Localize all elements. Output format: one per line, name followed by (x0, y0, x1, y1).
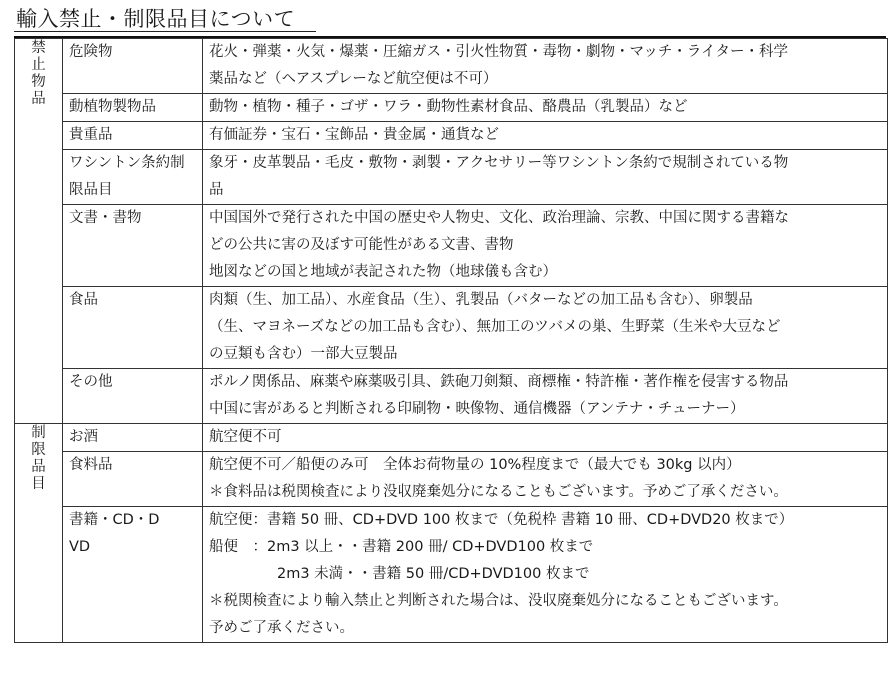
description-line: 船便 ：2m3 以上・・書籍 200 冊/ CD+DVD100 枚まで (209, 539, 594, 555)
table-row (15, 424, 888, 452)
description-cell (203, 287, 888, 369)
description-cell (203, 150, 888, 205)
description-cell (203, 122, 888, 150)
section-heading-text: 禁止物品 (31, 40, 46, 107)
description-line: 品 (209, 182, 224, 198)
table-row (15, 507, 888, 643)
category-cell: 食料品 (63, 452, 203, 507)
table-row (15, 150, 888, 205)
description-line: 象牙・皮革製品・毛皮・敷物・剥製・アクセサリー等ワシントン条約で規制されている物 (209, 155, 789, 171)
table-row (15, 287, 888, 369)
description-line: 航空便不可／船便のみ可 全体お荷物量の 10%程度まで（最大でも 30kg 以内） (209, 457, 741, 473)
description-cell (203, 507, 888, 643)
table-row (15, 94, 888, 122)
category-cell: 動植物製物品 (63, 94, 203, 122)
category-cell (63, 150, 203, 205)
table-row (15, 39, 888, 94)
description-line: どの公共に害の及ぼす可能性がある文書、書物 (209, 237, 514, 253)
title-bar (0, 0, 896, 38)
category-cell: 危険物 (63, 39, 203, 94)
description-line: 有価証券・宝石・宝飾品・貴金属・通貨など (209, 127, 499, 143)
import-rules-table (14, 38, 888, 643)
section-heading-prohibited (15, 39, 63, 424)
title-underline (14, 31, 316, 32)
category-cell: 貴重品 (63, 122, 203, 150)
page-title: 輸入禁止・制限品目について (16, 7, 296, 31)
description-cell (203, 369, 888, 424)
description-line: の豆類も含む）一部大豆製品 (209, 346, 398, 362)
category-cell: 文書・書物 (63, 205, 203, 287)
description-line: 予めご了承ください。 (209, 620, 354, 636)
category-cell: その他 (63, 369, 203, 424)
section-heading-restricted (15, 424, 63, 643)
description-cell (203, 205, 888, 287)
description-line: （生、マヨネーズなどの加工品も含む）、無加工のツバメの巣、生野菜（生米や大豆など (209, 319, 781, 335)
description-line: ＊食料品は税関検査により没収廃棄処分になることもございます。予めご了承ください。 (209, 484, 788, 500)
section-heading-text: 制限品目 (31, 425, 46, 492)
description-line: 航空便不可 (209, 429, 282, 445)
description-line: 中国に害があると判断される印刷物・映像物、通信機器（アンテナ・チューナー） (209, 401, 745, 417)
description-cell (203, 452, 888, 507)
description-line: 肉類（生、加工品）、水産食品（生）、乳製品（バターなどの加工品も含む）、卵製品 (209, 292, 753, 308)
description-line: 2m3 未満・・書籍 50 冊/CD+DVD100 枚まで (277, 566, 590, 582)
category-cell: 食品 (63, 287, 203, 369)
description-line: 薬品など（ヘアスプレーなど航空便は不可） (209, 71, 498, 87)
description-line: 中国国外で発行された中国の歴史や人物史、文化、政治理論、宗教、中国に関する書籍な (209, 210, 789, 226)
description-line: 動物・植物・種子・ゴザ・ワラ・動物性素材食品、酪農品（乳製品）など (209, 99, 688, 115)
description-cell (203, 424, 888, 452)
description-line: 航空便：書籍 50 冊、CD+DVD 100 枚まで（免税枠 書籍 10 冊、CD+DVD20 枚まで） (209, 512, 794, 528)
table-row (15, 369, 888, 424)
table-row (15, 452, 888, 507)
table-row (15, 122, 888, 150)
description-cell (203, 39, 888, 94)
category-text: ワシントン条約制限品目 (69, 155, 185, 198)
description-cell (203, 94, 888, 122)
table-row (15, 205, 888, 287)
description-line: 花火・弾薬・火気・爆薬・圧縮ガス・引火性物質・毒物・劇物・マッチ・ライター・科学 (209, 44, 788, 60)
description-line: 地図などの国と地域が表記された物（地球儀も含む） (209, 264, 557, 280)
description-line: ポルノ関係品、麻薬や麻薬吸引具、鉄砲刀剣類、商標権・特許権・著作権を侵害する物品 (209, 374, 789, 390)
category-cell: お酒 (63, 424, 203, 452)
description-line: ＊税関検査により輸入禁止と判断された場合は、没収廃棄処分になることもございます。 (209, 593, 788, 609)
category-text: 書籍・CD・DVD (69, 512, 160, 555)
category-cell (63, 507, 203, 643)
